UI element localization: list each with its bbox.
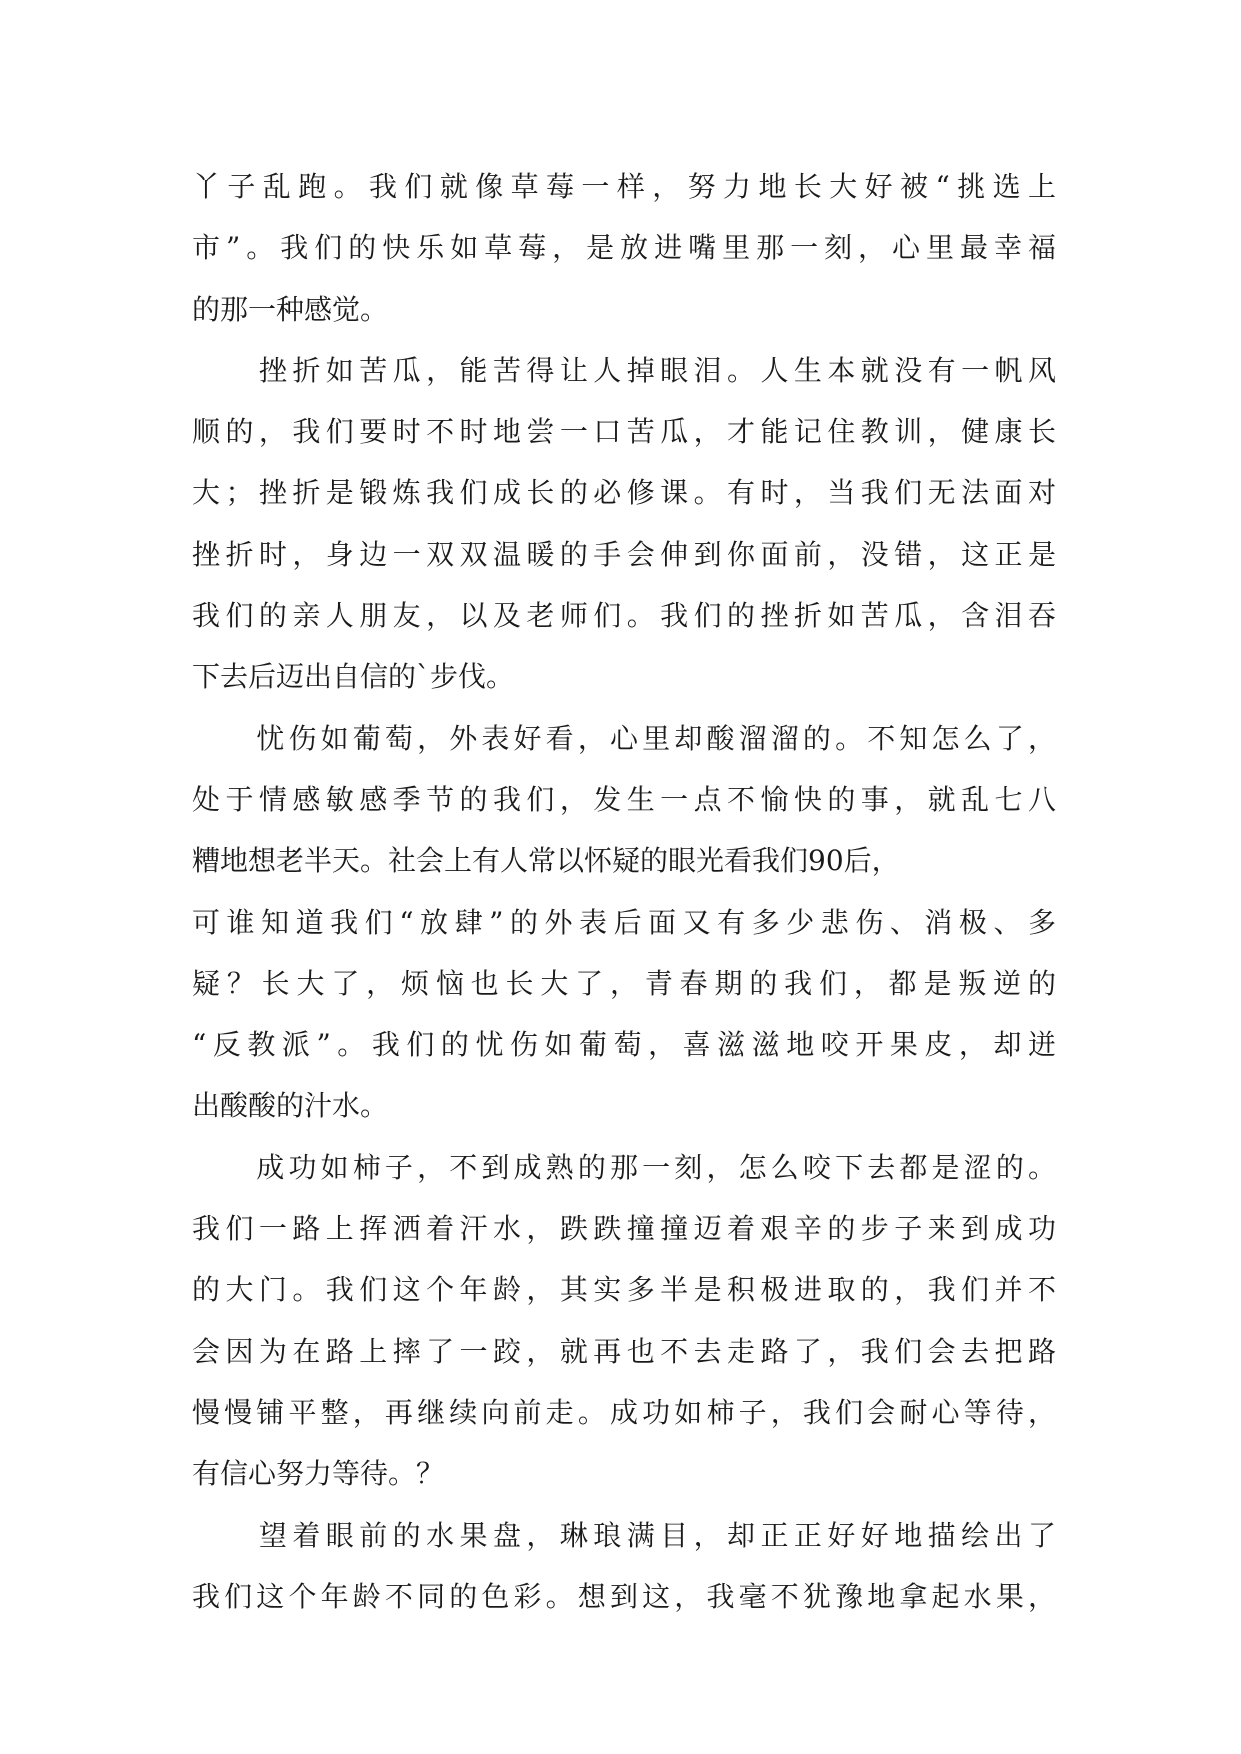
text-line: 出酸酸的汁水。 <box>192 1089 389 1123</box>
text-line: 下去后迈出自信的`步伐。 <box>192 660 515 694</box>
text-line: 大；挫折是锻炼我们成长的必修课。有时，当我们无法面对 <box>192 476 1056 510</box>
text-line: 疑？长大了，烦恼也长大了，青春期的我们，都是叛逆的 <box>192 966 1056 1000</box>
text-line: 我们的亲人朋友，以及老师们。我们的挫折如苦瓜，含泪吞 <box>192 599 1056 633</box>
text-line: 忧伤如葡萄，外表好看，心里却酸溜溜的。不知怎么了， <box>192 721 1056 755</box>
text-line: 会因为在路上摔了一跤，就再也不去走路了，我们会去把路 <box>192 1334 1056 1368</box>
text-line: 挫折如苦瓜，能苦得让人掉眼泪。人生本就没有一帆风 <box>192 353 1056 387</box>
text-line: 慢慢铺平整，再继续向前走。成功如柿子，我们会耐心等待， <box>192 1395 1056 1429</box>
text-line: 处于情感敏感季节的我们，发生一点不愉快的事，就乱七八 <box>192 782 1056 816</box>
text-line: 我们这个年龄不同的色彩。想到这，我毫不犹豫地拿起水果， <box>192 1579 1056 1613</box>
text-line: 挫折时，身边一双双温暖的手会伸到你面前，没错，这正是 <box>192 537 1056 571</box>
text-line: 望着眼前的水果盘，琳琅满目，却正正好好地描绘出了 <box>192 1518 1056 1552</box>
text-line: 可谁知道我们“放肆”的外表后面又有多少悲伤、消极、多 <box>192 905 1056 939</box>
text-line: 糟地想老半天。社会上有人常以怀疑的眼光看我们90后， <box>192 844 900 878</box>
text-line: “反教派”。我们的忧伤如葡萄，喜滋滋地咬开果皮，却迸 <box>192 1028 1056 1062</box>
text-line: 成功如柿子，不到成熟的那一刻，怎么咬下去都是涩的。 <box>192 1150 1056 1184</box>
text-line: 我们一路上挥洒着汗水，跌跌撞撞迈着艰辛的步子来到成功 <box>192 1212 1056 1246</box>
text-line: 顺的，我们要时不时地尝一口苦瓜，才能记住教训，健康长 <box>192 415 1056 449</box>
text-line: 市”。我们的快乐如草莓，是放进嘴里那一刻，心里最幸福 <box>192 231 1056 265</box>
text-line: 的大门。我们这个年龄，其实多半是积极进取的，我们并不 <box>192 1273 1056 1307</box>
essay-text-body <box>192 156 1056 1627</box>
text-line: 的那一种感觉。 <box>192 292 389 326</box>
text-line: 丫子乱跑。我们就像草莓一样，努力地长大好被“挑选上 <box>192 170 1056 203</box>
text-line: 有信心努力等待。？ <box>192 1457 445 1491</box>
